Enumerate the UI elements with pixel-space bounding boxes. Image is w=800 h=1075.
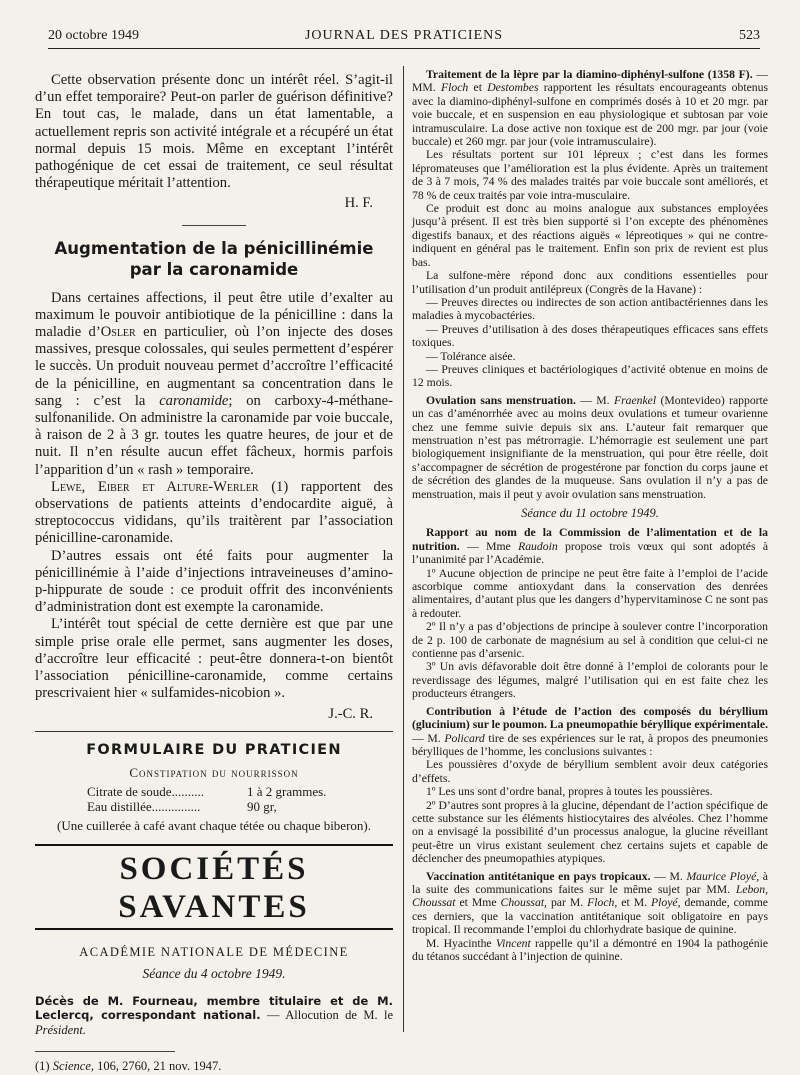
formula-ingredient: Citrate de soude..........: [87, 784, 204, 800]
lepre-paragraph-4: La sulfone-mère répond donc aux conditions essentielles pour l’utilisation d’un produit antilépreux (Congrès de la Havane) :: [412, 269, 768, 296]
list-item: — Preuves d’utilisation à des doses thérapeutiques efficaces sans effets toxiques.: [412, 322, 768, 350]
journal-title: JOURNAL DES PRATICIENS: [304, 28, 504, 43]
column-divider: [403, 66, 404, 1032]
article-title-line-1: Augmentation de la pénicillinémie: [54, 238, 374, 258]
list-item: — Preuves directes ou indirectes de son action antibactériennes dans les maladies à mycobactéries.: [412, 295, 768, 323]
formula-row: [35, 784, 393, 799]
beryllium-paragraph: Contribution à l’étude de l’action des composés du béryllium (glucinium) sur le poumon. La pneumopathie béryllique expérimentale. — M. Policard tire de ses expériences sur le rat, à propos des pneumonies bérylliques de l’homme, les conclusions suivantes :: [412, 704, 768, 758]
footnote: (1) Science, 106, 2760, 21 nov. 1947.: [35, 1059, 222, 1074]
beryllium-paragraph-4: 2º D’autres sont propres à la glucine, dépendant de l’action spécifique de cette substance sur les éléments histiocytaires des alvéoles. Chez l’homme on a envisagé la possibilité d’un processus analogue, la glucine réveillant peut-être un virus existant seulement chez certains sujets et capable de déclencher des pneumopathies atypiques.: [412, 798, 768, 866]
footnote-rule: [35, 1051, 175, 1052]
formulaire-title: FORMULAIRE DU PRATICIEN: [86, 741, 342, 758]
article-paragraph-3: D’autres essais ont été faits pour augmenter la pénicillinémie à l’aide d’injections intraveineuses d’amino-p-hippurate de soude : ce produit offrit des inconvénients d’administration dont est exempte la caronamide.: [35, 547, 393, 616]
article-paragraph-1: Dans certaines affections, il peut être utile d’exalter au maximum le pouvoir antibiotique de la pénicilline : dans la maladie d’Osler en particulier, où l’on injecte des doses massives, presque colossales, qui seules permettent d’espérer le succès. Un produit nouveau permet d’accroître l’efficacité de la pénicilline, en augmentant sa concentration dans le sang : c’est la caronamide; on carboxy-4-méthane-sulfonanilide. On administre la caronamide par voie buccale, à raison de 2 à 3 gr. toutes les quatre heures, de jour et de nuit. Il n’en résulte aucun effet fâcheux, hormis parfois l’apparition d’un « rash » temporaire.: [35, 289, 393, 478]
rapport-heading: Rapport au nom de la Commission de l’alimentation et de la nutrition.: [412, 526, 768, 553]
ovulation-paragraph: Ovulation sans menstruation. — M. Fraenkel (Montevideo) rapporte un cas d’aménorrhée avec au moins deux ovulations et tumeur ovarienne chez une femme suivie depuis six ans. L’auteur fait remarquer que menstruation n’est pas métrorragie. L’hémorragie est seulement une part biologiquement insignifiante de la menstruation, qui pour être réelle, doit s’accompagner de sécrétion de progestérone par fonction du corps jaune et de sécrétion des glandes de la muqueuse. Sans ovulation il n’y a pas de menstruation, mais il peut y avoir ovulation sans menstruation.: [412, 393, 768, 501]
section-rule: [182, 225, 246, 226]
intro-paragraph: Cette observation présente donc un intérêt réel. S’agit-il d’un effet temporaire? Peut-on parler de guérison définitive? En tout cas, le malade, dans un état lamentable, a actuellement repris son activité intégrale et a récupéré un état normal depuis 15 mois. Même en exceptant l’intérêt pathogénique de cet essai de traitement, ce seul résultat thérapeutique méritait l’attention.: [35, 72, 393, 192]
societes-banner: [35, 844, 393, 930]
formulaire-note: (Une cuillerée à café avant chaque tétée ou chaque biberon).: [57, 818, 371, 834]
list-item: 1º Aucune objection de principe ne peut être faite à l’emploi de l’acide ascorbique comme antioxydant dans la conservation des denrées alimentaires, d’autant plus que les dangers d’hypervitaminose C ne sont pas à redouter.: [412, 566, 768, 620]
article-paragraph-4: L’intérêt tout spécial de cette dernière est que par une simple prise orale elle permet, sans augmenter les doses, d’accroître leur efficacité : peut-être donnera-t-on bientôt l’association pénicilline-caronamide, comme certains prescrivaient hier « sulfamides-nicobion ».: [35, 616, 393, 702]
vaccination-paragraph-2: M. Hyacinthe Vincent rappelle qu’il a démontré en 1904 la pathogénie du tétanos succédant à l’injection de quinine.: [412, 936, 769, 963]
ovulation-heading: Ovulation sans menstruation.: [426, 393, 576, 407]
list-item: — Preuves cliniques et bactériologiques d’activité obtenue en moins de 12 mois.: [412, 362, 768, 390]
right-column: [412, 68, 768, 963]
academy-heading: ACADÉMIE NATIONALE DE MÉDECINE: [79, 945, 349, 960]
vaccination-paragraph: Vaccination antitétanique en pays tropicaux. — M. Maurice Ployé, à la suite des communications faites sur le même sujet par MM. Lebon, Choussat et Mme Choussat, par M. Floch, et M. Ployé, demande, comme ces derniers, que la vaccination antitétanique soit obligatoire en pays tropical. Il recommande l’emploi du chlorhydrate basique de quinine.: [412, 869, 768, 937]
deces-paragraph: Décès de M. Fourneau, membre titulaire et de M. Leclercq, correspondant national. — Allocution de M. le Président.: [35, 993, 393, 1037]
beryllium-paragraph-3: 1º Les uns sont d’ordre banal, propres à toutes les poussières.: [426, 785, 713, 799]
caronamide-term: caronamide: [159, 392, 229, 409]
lepre-paragraph-2: Les résultats portent sur 101 lépreux ; c’est dans les formes lépromateuses que l’amélioration est la plus évidente. Après un traitement de 3 à 7 mois, 74 % des malades traités par voie buccale sont améliorés, et 78 % de ceux traités par voie intra-musculaire.: [412, 148, 768, 202]
formula-amount: 1 à 2 grammes.: [247, 784, 327, 800]
formulaire-subtitle: Constipation du nourrisson: [129, 764, 299, 780]
list-item: 3º Un avis défavorable doit être donné à l’emploi de colorants pour le reverdissage des légumes, malgré l’utilisation qui en est faite chez les producteurs étrangers.: [412, 660, 768, 701]
list-item: — Tolérance aisée.: [426, 349, 516, 363]
seance-date-2: Séance du 11 octobre 1949.: [521, 506, 659, 520]
formula-row: [35, 799, 393, 814]
lepre-heading: Traitement de la lèpre par la diamino-diphényl-sulfone (1358 F).: [426, 68, 753, 81]
article-signature: J.-C. R.: [328, 705, 373, 722]
vaccination-heading: Vaccination antitétanique en pays tropicaux.: [426, 869, 651, 883]
article-title: [35, 238, 393, 280]
rapport-paragraph: Rapport au nom de la Commission de l’alimentation et de la nutrition. — Mme Raudoin propose trois vœux qui sont adoptés à l’unanimité par l’Académie.: [412, 526, 769, 567]
list-item: 2º Il n’y a pas d’objections de principe à soulever contre l’incorporation de 2 p. 100 de carbonate de magnésium au sel à condition que celui-ci ne contienne pas d’arsenic.: [412, 620, 768, 661]
osler-name: Osler: [100, 324, 136, 341]
beryllium-heading: Contribution à l’étude de l’action des composés du béryllium (glucinium) sur le poumon. La pneumopathie béryllique expérimentale.: [412, 704, 768, 732]
article-title-line-2: par la caronamide: [129, 259, 299, 279]
formula-amount: 90 gr,: [247, 799, 277, 815]
formula-ingredient: Eau distillée...............: [87, 799, 201, 815]
lepre-paragraph: Traitement de la lèpre par la diamino-diphényl-sulfone (1358 F). — MM. Floch et Destombes rapportent les résultats encourageants obtenus avec la diamino-diphényl-sulfone en comprimés dosés à 10 et 20 mgr. par voie buccale, et en suspension en eau physiologique et subtosan par voie intramusculaire. La dose active non toxique est de 200 mgr. par jour (voie buccale) et 260 mgr. par jour (voie intramusculaire).: [412, 68, 769, 149]
page-number: 523: [739, 28, 760, 43]
issue-date: 20 octobre 1949: [48, 28, 139, 43]
authors: Lewe, Eiber et Alture-Werler: [51, 478, 259, 495]
societes-title: SOCIÉTÉS SAVANTES: [118, 851, 310, 926]
beryllium-paragraph-2: Les poussières d’oxyde de béryllium semblent avoir deux catégories d’effets.: [412, 758, 768, 785]
article-paragraph-2: Lewe, Eiber et Alture-Werler (1) rapportent des observations de patients atteints d’endocardite aiguë, à streptococcus vididans, qu’ils traitèrent par l’association pénicilline-caronamide.: [35, 478, 394, 547]
deces-heading: Décès de M. Fourneau, membre titulaire et de M. Leclercq, correspondant national.: [35, 993, 393, 1023]
lepre-paragraph-3: Ce produit est donc au moins analogue aux substances employées jusqu’à présent. Il est très bien supporté si l’on excepte des phénomènes digestifs banaux, et des réactions aiguës « lépreotiques » qui ne contre-indiquent en général pas le traitement. Enfin son prix de revient est plus bas.: [412, 202, 768, 269]
left-column: [35, 72, 393, 1075]
intro-signature: H. F.: [344, 195, 373, 212]
running-header: [48, 28, 760, 49]
seance-date-1: Séance du 4 octobre 1949.: [142, 965, 286, 981]
formulaire-rule: [35, 731, 393, 732]
